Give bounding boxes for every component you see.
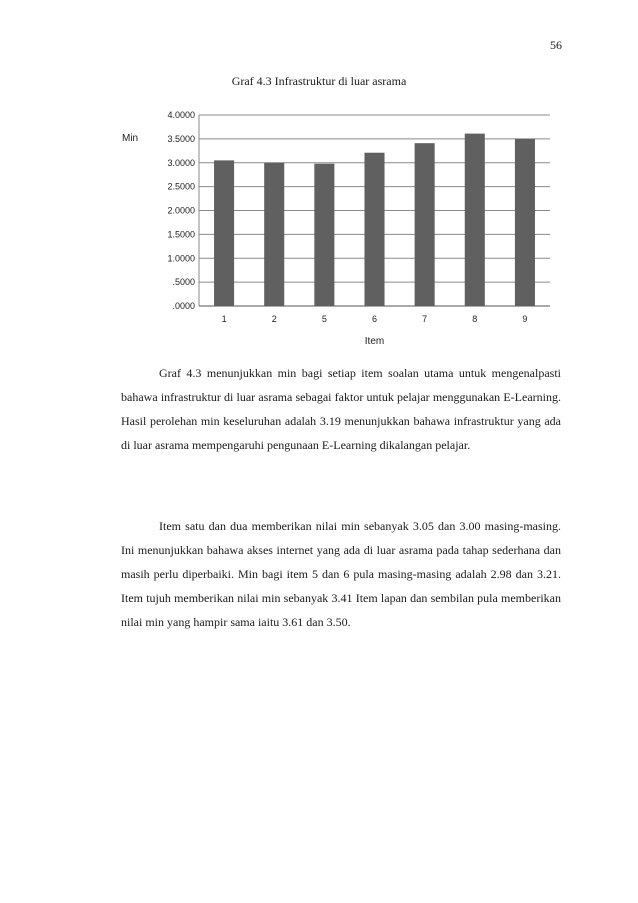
- x-tick-label: 2: [271, 314, 277, 324]
- x-axis-label: Item: [364, 336, 385, 347]
- bar-item-2: [264, 163, 284, 306]
- y-tick-label: 1.5000: [167, 229, 195, 240]
- x-tick-label: 5: [321, 314, 327, 324]
- page-number: 56: [550, 38, 562, 52]
- y-tick-label: 3.5000: [167, 133, 195, 144]
- bar-item-5: [314, 164, 334, 306]
- y-tick-label: .0000: [172, 301, 195, 311]
- y-tick-label: 2.5000: [167, 181, 195, 192]
- bar-item-8: [465, 134, 485, 306]
- paragraph-1: Graf 4.3 menunjukkan min bagi setiap item soalan utama untuk mengenalpasti bahawa infrastruktur di luar asrama sebagai faktor untuk pelajar menggunakan E-Learning. Hasil perolehan min keseluruhan adalah 3.19 menunjukkan bahawa infrastruktur yang ada di luar asrama mempengaruhi pengunaan E-Learning dikalangan pelajar.: [121, 366, 561, 452]
- y-tick-label: 1.0000: [167, 253, 195, 264]
- bar-item-6: [364, 153, 384, 306]
- y-tick-label: .5000: [172, 277, 195, 288]
- bar-item-7: [415, 143, 435, 306]
- paragraph-2: Item satu dan dua memberikan nilai min sebanyak 3.05 dan 3.00 masing-masing. Ini menunjukkan bahawa akses internet yang ada di luar asrama pada tahap sederhana dan masih perlu diperbaiki. Min bagi item 5 dan 6 pula masing-masing adalah 2.98 dan 3.21. Item tujuh memberikan nilai min sebanyak 3.41 Item lapan dan sembilan pula memberikan nilai min yang hampir sama iaitu 3.61 dan 3.50.: [121, 519, 561, 629]
- bar-item-9: [515, 139, 535, 306]
- y-axis-label: Min: [122, 133, 139, 144]
- x-tick-label: 1: [221, 314, 227, 324]
- x-tick-label: 6: [371, 314, 378, 324]
- bar-chart: [110, 104, 560, 354]
- bar-item-1: [214, 160, 234, 306]
- y-tick-label: 2.0000: [167, 205, 195, 216]
- x-tick-label: 7: [422, 314, 428, 324]
- chart-title: Graf 4.3 Infrastruktur di luar asrama: [231, 74, 407, 88]
- y-tick-label: 4.0000: [167, 110, 195, 120]
- x-tick-label: 9: [522, 314, 528, 324]
- y-tick-label: 3.0000: [167, 157, 195, 168]
- x-tick-label: 8: [472, 314, 478, 324]
